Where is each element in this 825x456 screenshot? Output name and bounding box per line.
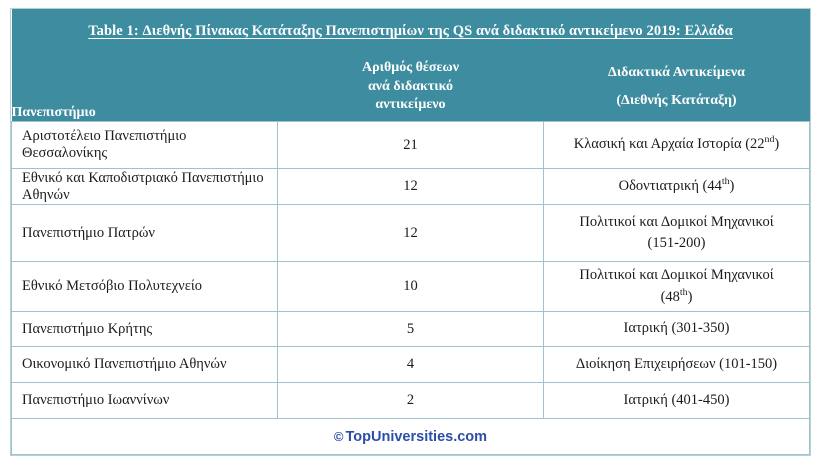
- cell-places: 4: [278, 347, 544, 383]
- table-row: [12, 312, 810, 347]
- subject-ordinal-suffix: th: [721, 176, 730, 188]
- cell-subject: Ιατρική (301-350): [544, 312, 810, 347]
- column-header-subject: [544, 53, 810, 122]
- table-container: [10, 8, 811, 456]
- subject-main: Πολιτικοί και Δομικοί Μηχανικοί: [579, 213, 774, 230]
- cell-places: 2: [278, 383, 544, 419]
- subject-main: Πολιτικοί και Δομικοί Μηχανικοί: [579, 267, 774, 284]
- cell-places: 12: [278, 205, 544, 262]
- copyright-icon: ©: [333, 428, 344, 444]
- column-header-university: Πανεπιστήμιο: [12, 53, 278, 122]
- cell-subject: [544, 122, 810, 169]
- column-header-row: [12, 53, 810, 122]
- subject-range: (151-200): [647, 235, 706, 251]
- column-header-places-line3: αντικείμενο: [375, 97, 446, 113]
- cell-university: Οικονομικό Πανεπιστήμιο Αθηνών: [12, 347, 278, 383]
- cell-university: Εθνικό και Καποδιστριακό Πανεπιστήμιο Αθηνών: [12, 169, 278, 205]
- cell-university: Πανεπιστήμιο Ιωαννίνων: [12, 383, 278, 419]
- table-row: [12, 383, 810, 419]
- table-row: [12, 122, 810, 169]
- credit-row: [12, 419, 810, 455]
- subject-tail: ): [687, 288, 693, 305]
- column-header-subject-line1: Διδακτικά Αντικείμενα: [608, 65, 745, 80]
- cell-university: Πανεπιστήμιο Πατρών: [12, 205, 278, 262]
- table-head: [12, 9, 810, 122]
- table-row: [12, 262, 810, 312]
- cell-university: Πανεπιστήμιο Κρήτης: [12, 312, 278, 347]
- table-title-row: [12, 9, 810, 53]
- cell-subject: [544, 262, 810, 312]
- table-title: Table 1: Διεθνής Πίνακας Κατάταξης Πανεπιστημίων της QS ανά διδακτικό αντικείμενο 2019: Ελλάδα: [88, 23, 733, 39]
- credit-cell: [12, 419, 810, 455]
- subject-ordinal-suffix: th: [679, 286, 688, 298]
- column-header-places: [278, 53, 544, 122]
- cell-subject: [544, 169, 810, 205]
- cell-places: 10: [278, 262, 544, 312]
- cell-places: 21: [278, 122, 544, 169]
- credit-text[interactable]: [334, 429, 487, 445]
- cell-places: 12: [278, 169, 544, 205]
- column-header-places-line1: Αριθμός θέσεων: [362, 59, 459, 75]
- cell-subject: Ιατρική (401-450): [544, 383, 810, 419]
- cell-university: Εθνικό Μετσόβιο Πολυτεχνείο: [12, 262, 278, 312]
- table-title-cell: [12, 9, 810, 53]
- cell-places: 5: [278, 312, 544, 347]
- subject-main: Οδοντιατρική (44: [618, 177, 722, 194]
- cell-university: Αριστοτέλειο Πανεπιστήμιο Θεσσαλονίκης: [12, 122, 278, 169]
- subject-tail: ): [729, 177, 735, 194]
- subject-rank: (48: [660, 288, 680, 305]
- column-header-places-line2: ανά διδακτικό: [367, 78, 453, 94]
- subject-tail: ): [774, 136, 780, 153]
- cell-subject: [544, 205, 810, 262]
- cell-subject: Διοίκηση Επιχειρήσεων (101-150): [544, 347, 810, 383]
- qs-rankings-table: [11, 9, 810, 455]
- table-row: [12, 347, 810, 383]
- table-body: [12, 122, 810, 419]
- table-foot: [12, 419, 810, 455]
- table-row: [12, 169, 810, 205]
- subject-main: Κλασική και Αρχαία Ιστορία (22: [573, 136, 765, 153]
- credit-link-label[interactable]: TopUniversities.com: [345, 428, 488, 445]
- table-row: [12, 205, 810, 262]
- column-header-subject-line2: (Διεθνής Κατάταξη): [616, 93, 737, 108]
- subject-ordinal-suffix: nd: [764, 134, 775, 146]
